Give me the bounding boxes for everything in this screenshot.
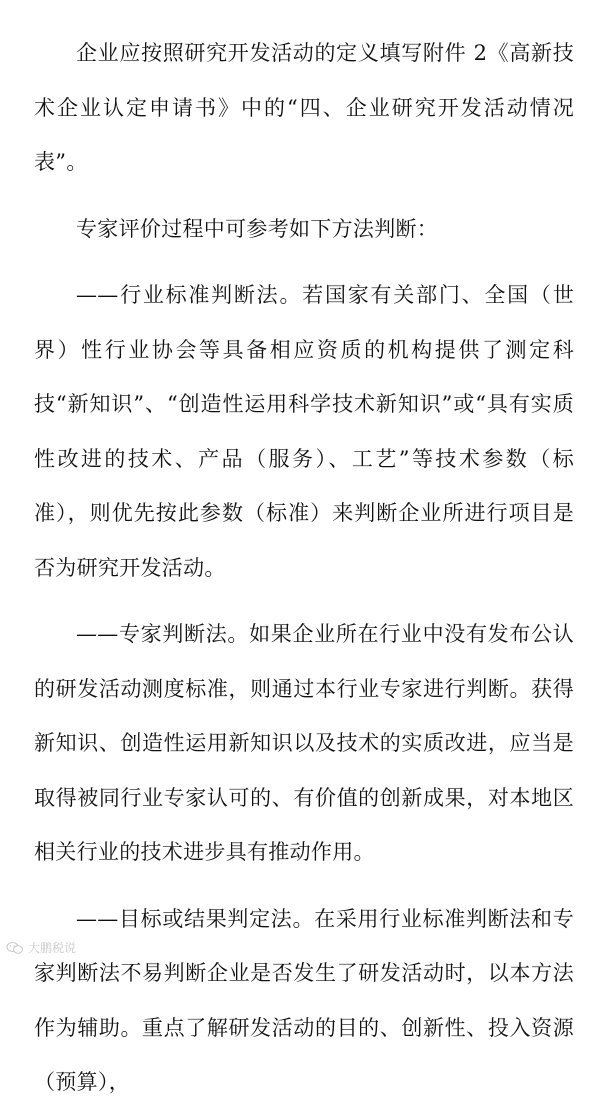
wechat-logo-icon: [6, 941, 24, 955]
paragraph-expert-judgment-method: ——专家判断法。如果企业所在行业中没有发布公认的研发活动测度标准，则通过本行业专家进行判断。获得新知识、创造性运用新知识以及技术的实质改进，应当是取得被同行业专家认可的、有价值的创新成果，对本地区相关行业的技术进步具有推动作用。: [34, 622, 574, 864]
paragraph-expert-evaluation-intro: 专家评价过程中可参考如下方法判断：: [76, 216, 439, 241]
paragraph-industry-standard-method: ——行业标准判断法。若国家有关部门、全国（世界）性行业协会等具备相应资质的机构提供了测定科技“新知识”、“创造性运用科学技术新知识”或“具有实质性改进的技术、产品（服务）、工艺”等技术参数（标准），则优先按此参数（标准）来判断企业所进行项目是否为研究开发活动。: [34, 283, 574, 580]
paragraph-target-result-method: ——目标或结果判定法。在采用行业标准判断法和专家判断法不易判断企业是否发生了研发活动时，以本方法作为辅助。重点了解研发活动的目的、创新性、投入资源（预算），: [34, 906, 574, 1094]
paragraph-application-instruction: 企业应按照研究开发活动的定义填写附件 2《高新技术企业认定申请书》中的“四、企业研究开发活动情况表”。: [34, 41, 574, 174]
document-body: [34, 26, 574, 1110]
watermark: [6, 939, 76, 956]
watermark-text: 大鹏税说: [28, 941, 77, 955]
